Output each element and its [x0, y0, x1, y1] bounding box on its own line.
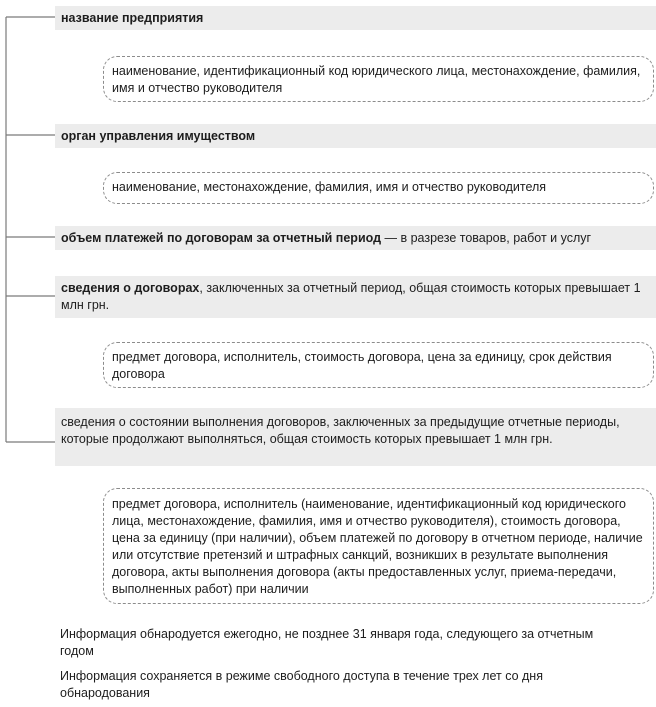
note-publication [60, 626, 620, 660]
note-text: Информация сохраняется в режиме свободного доступа в течение трех лет со дня обнародования [60, 669, 543, 700]
item-property-authority [55, 124, 656, 148]
item-payments-volume [55, 226, 656, 250]
item-title-rest: сведения о состоянии выполнения договоров, заключенных за предыдущие отчетные периоды, которые продолжают выполняться, общая стоимость которых превышает 1 млн грн. [61, 415, 620, 446]
details-text: наименование, местонахождение, фамилия, имя и отчество руководителя [112, 180, 547, 194]
item-authority-details [103, 172, 654, 204]
note-text: Информация обнародуется ежегодно, не позднее 31 января года, следующего за отчетным годом [60, 627, 594, 658]
item-contracts-details [103, 342, 654, 388]
details-text: предмет договора, исполнитель (наименование, идентификационный код юридического лица, местонахождение, фамилия, имя и отчество руководителя), стоимость договора, цена за единицу (при наличии), объем платежей по договору в отчетном периоде, наличие или отсутствие претензий и штрафных санкций, возникших в результате выполнения договора, акты выполнения договора (акты предоставленных услуг, приема-передачи, выполненных работ) при наличии [112, 497, 643, 596]
item-contracts-info [55, 276, 656, 318]
item-title-bold: сведения о договорах [61, 281, 200, 295]
item-contracts-status [55, 408, 656, 466]
item-company-name [55, 6, 656, 30]
item-title-rest: , заключенных за отчетный период, общая стоимость которых превышает 1 млн грн. [61, 281, 641, 312]
details-text: наименование, идентификационный код юридического лица, местонахождение, фамилия, имя и отчество руководителя [112, 64, 641, 95]
item-title-bold: объем платежей по договорам за отчетный период [61, 231, 382, 245]
item-title-bold: название предприятия [61, 11, 204, 25]
item-title-bold: орган управления имуществом [61, 129, 256, 143]
item-title-rest: — в разрезе товаров, работ и услуг [381, 231, 592, 245]
details-text: предмет договора, исполнитель, стоимость договора, цена за единицу, срок действия договора [112, 350, 612, 381]
item-status-details [103, 488, 654, 604]
item-company-details [103, 56, 654, 102]
note-storage [60, 668, 620, 702]
